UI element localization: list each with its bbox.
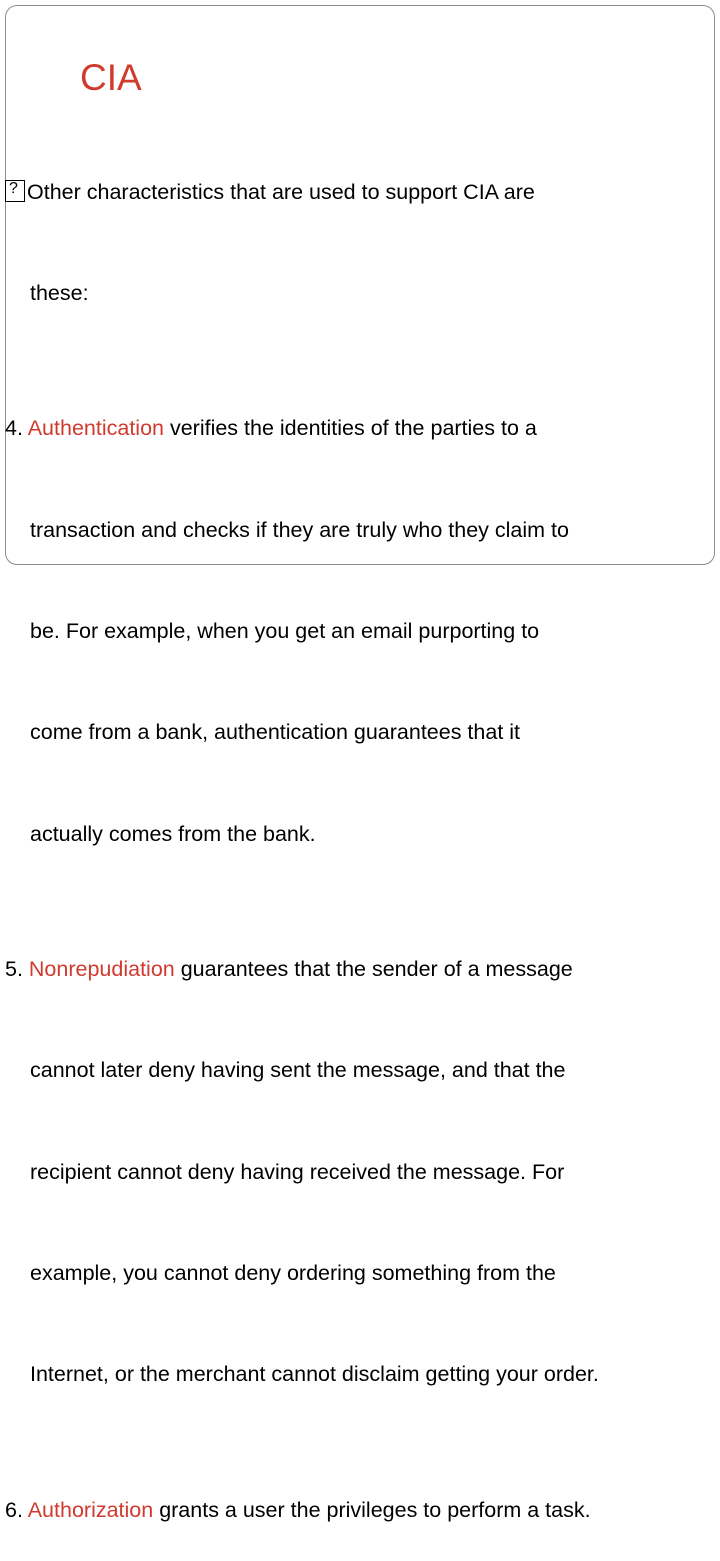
missing-glyph-bullet-icon xyxy=(5,180,25,202)
item-number: 6. xyxy=(5,1497,28,1522)
item-5-line-2: cannot later deny having sent the message, and that the xyxy=(30,1058,566,1083)
item-4-line-2: transaction and checks if they are truly who they claim to xyxy=(30,517,569,542)
item-number: 5. xyxy=(5,956,29,981)
item-4-line-4: come from a bank, authentication guarantees that it xyxy=(30,720,521,745)
term-authentication: Authentication xyxy=(27,416,164,441)
slide-body xyxy=(5,108,717,1561)
term-authorization: Authorization xyxy=(27,1497,154,1522)
item-5-line-5: Internet, or the merchant cannot disclaim getting your order. xyxy=(30,1362,599,1387)
item-4-line-3: be. For example, when you get an email purporting to xyxy=(30,618,540,643)
item-5-line-1: 5. Nonrepudiation guarantees that the sender of a message xyxy=(5,956,573,981)
item-6-line-1: 6. Authorization grants a user the privileges to perform a task. xyxy=(5,1497,591,1522)
item-5-line-3: recipient cannot deny having received the message. For xyxy=(30,1159,565,1184)
item-4-line-1: 4. Authentication verifies the identities of the parties to a xyxy=(5,416,537,441)
intro-line-continued: these: xyxy=(30,280,89,305)
slide-title: CIA xyxy=(80,57,142,98)
item-5-line-4: example, you cannot deny ordering something from the xyxy=(30,1261,556,1286)
intro-line: ?Other characteristics that are used to support CIA are xyxy=(5,176,717,210)
item-number: 4. xyxy=(5,416,28,441)
item-4-line-5: actually comes from the bank. xyxy=(30,821,316,846)
term-nonrepudiation: Nonrepudiation xyxy=(28,956,175,981)
